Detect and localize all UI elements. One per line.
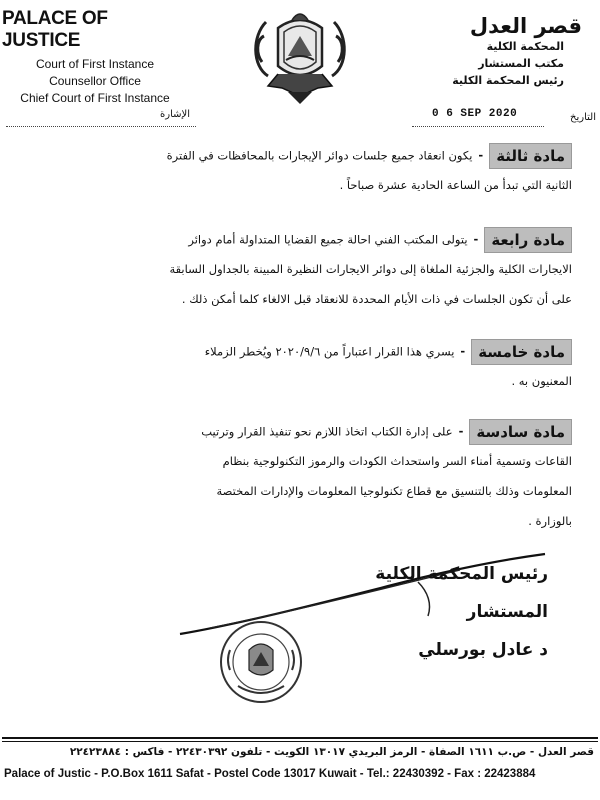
article-text: على إدارة الكتاب اتخاذ اللازم نحو تنفيذ القرار وترتيب [201, 424, 453, 439]
letterhead-line-en: Chief Court of First Instance [20, 91, 170, 105]
signatory-name: د عادل بورسلي [418, 640, 548, 660]
letterhead-line-ar: رئيس المحكمة الكلية [452, 74, 564, 87]
reference-label: الإشارة [160, 109, 190, 120]
footer-address-en: Palace of Justic - P.O.Box 1611 Safat - Postel Code 13017 Kuwait - Tel.: 22430392 - Fax : 22423884 [4, 768, 536, 780]
letterhead-arabic [392, 14, 582, 89]
article-text: المعلومات وذلك بالتنسيق مع قطاع تكنولوجيا المعلومات والإدارات المختصة [216, 484, 572, 498]
letterhead-line-en: Court of First Instance [35, 57, 155, 71]
article-text: القاعات وتسمية أمناء السر واستحداث الكودات والرموز التكنولوجية بنظام [222, 454, 572, 468]
article-text: بالوزارة . [528, 514, 572, 528]
article-text: يكون انعقاد جميع جلسات دوائر الإيجارات بالمحافظات في الفترة [166, 148, 473, 163]
article-sixth: مادة سادسة-على إدارة الكتاب اتخاذ اللازم نحو تنفيذ القرار وترتيب القاعات وتسمية أمناء السر واستحداث الكودات والرموز التكنولوجية بنظام المعلومات وذلك بالتنسيق مع قطاع تكنولوجيا المعلومات والإدارات المختصة بالوزارة . [32, 416, 572, 536]
letterhead-english [0, 8, 190, 107]
state-emblem-icon [248, 6, 352, 108]
footer-divider [2, 737, 598, 739]
footer-address-ar: قصر العدل - ص.ب ١٦١١ الصفاة - الرمز البريدي ١٣٠١٧ الكويت - تلفون ٢٢٤٣٠٣٩٢ - فاكس : ٢٢٤٢٣٨٨٤ [69, 746, 594, 758]
article-text: المعنيون به . [511, 374, 572, 388]
footer-divider [2, 741, 598, 742]
signatory-title: المستشار [466, 602, 548, 622]
date-value: 0 6 SEP 2020 [432, 108, 518, 120]
date-label: التاريخ [570, 112, 596, 123]
article-text: الايجارات الكلية والجزئية الملغاة إلى دوائر الايجارات النظيرة المبينة بالجداول السابقة [169, 262, 572, 276]
letterhead-title-ar: قصر العدل [469, 14, 582, 38]
article-text: الثانية التي تبدأ من الساعة الحادية عشرة صباحاً . [339, 178, 572, 192]
letterhead-title-en: PALACE OF JUSTICE [2, 8, 108, 51]
reference-date-row [6, 108, 596, 128]
article-fifth: مادة خامسة-يسري هذا القرار اعتباراً من ٢٠٢٠/٩/٦ ويُخطر الزملاء المعنيون به . [32, 336, 572, 396]
reference-field [6, 108, 196, 127]
letterhead-line-en: Counsellor Office [49, 74, 141, 88]
letterhead-line-ar: مكتب المستشار [478, 57, 564, 70]
signatory-position: رئيس المحكمة الكلية [375, 564, 548, 584]
article-text: يسري هذا القرار اعتباراً من ٢٠٢٠/٩/٦ ويُخطر الزملاء [204, 344, 455, 359]
article-text: يتولى المكتب الفني احالة جميع القضايا المتداولة أمام دوائر [188, 232, 468, 247]
signature-block [288, 555, 548, 669]
article-third: مادة ثالثة-يكون انعقاد جميع جلسات دوائر الإيجارات بالمحافظات في الفترة الثانية التي تبدأ من الساعة الحادية عشرة صباحاً . [32, 140, 572, 200]
official-stamp [218, 620, 304, 704]
article-heading: مادة رابعة [484, 227, 572, 253]
article-text: على أن تكون الجلسات في ذات الأيام المحددة للانعقاد قبل الالغاء كلما أمكن ذلك . [181, 292, 572, 306]
article-heading: مادة خامسة [471, 339, 572, 365]
date-field [412, 108, 544, 127]
letterhead-line-ar: المحكمة الكلية [486, 40, 564, 53]
article-heading: مادة ثالثة [489, 143, 572, 169]
article-heading: مادة سادسة [469, 419, 572, 445]
article-fourth: مادة رابعة-يتولى المكتب الفني احالة جميع القضايا المتداولة أمام دوائر الايجارات الكلية والجزئية الملغاة إلى دوائر الايجارات النظيرة المبينة بالجداول السابقة على أن تكون الجلسات في ذات الأيام المحددة للانعقاد قبل الالغاء كلما أمكن ذلك . [32, 224, 572, 314]
